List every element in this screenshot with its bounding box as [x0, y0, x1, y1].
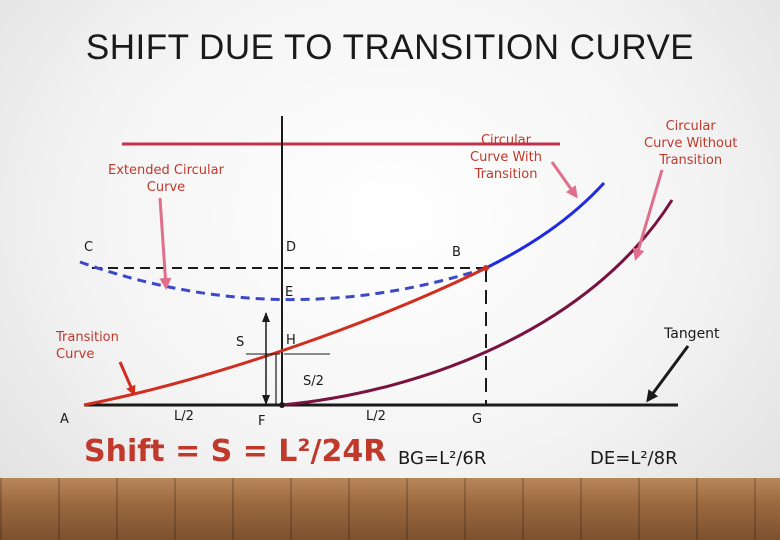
arrow-tangent	[648, 346, 688, 400]
point-label-g: G	[472, 412, 483, 427]
point-label-c: C	[84, 240, 94, 255]
slide-title: SHIFT DUE TO TRANSITION CURVE	[85, 28, 695, 67]
arrow-extended-circular	[160, 198, 166, 287]
point-label-h: H	[286, 333, 296, 348]
dim-label-l-half-right: L/2	[366, 409, 386, 424]
point-label-s: S	[236, 335, 245, 350]
point-label-b: B	[452, 245, 461, 260]
point-label-f: F	[258, 414, 266, 429]
arrow-with-transition	[552, 162, 576, 196]
de-formula: DE=L²/8R	[590, 448, 678, 469]
label-circular-curve-with-transition: Circular Curve With Transition	[470, 133, 543, 182]
point-b-marker	[483, 265, 489, 271]
label-circular-curve-without-transition: Circular Curve Without Transition	[644, 119, 738, 168]
label-tangent: Tangent	[664, 326, 720, 342]
point-label-d: D	[286, 240, 297, 255]
dim-label-l-half-left: L/2	[174, 409, 194, 424]
point-label-a: A	[60, 412, 69, 427]
point-f-marker	[279, 402, 285, 408]
shift-formula: Shift = S = L²/24R	[84, 434, 387, 469]
arrow-without-transition	[636, 170, 662, 258]
arrow-transition-curve	[120, 362, 134, 394]
bg-formula: BG=L²/6R	[398, 448, 487, 469]
circular-curve-without-transition	[282, 200, 672, 405]
circular-curve-with-transition	[486, 183, 604, 268]
point-label-e: E	[285, 285, 294, 300]
label-extended-circular-curve: Extended Circular Curve	[108, 163, 224, 195]
dim-label-s-half: S/2	[303, 374, 324, 389]
label-transition-curve: Transition Curve	[56, 330, 119, 362]
